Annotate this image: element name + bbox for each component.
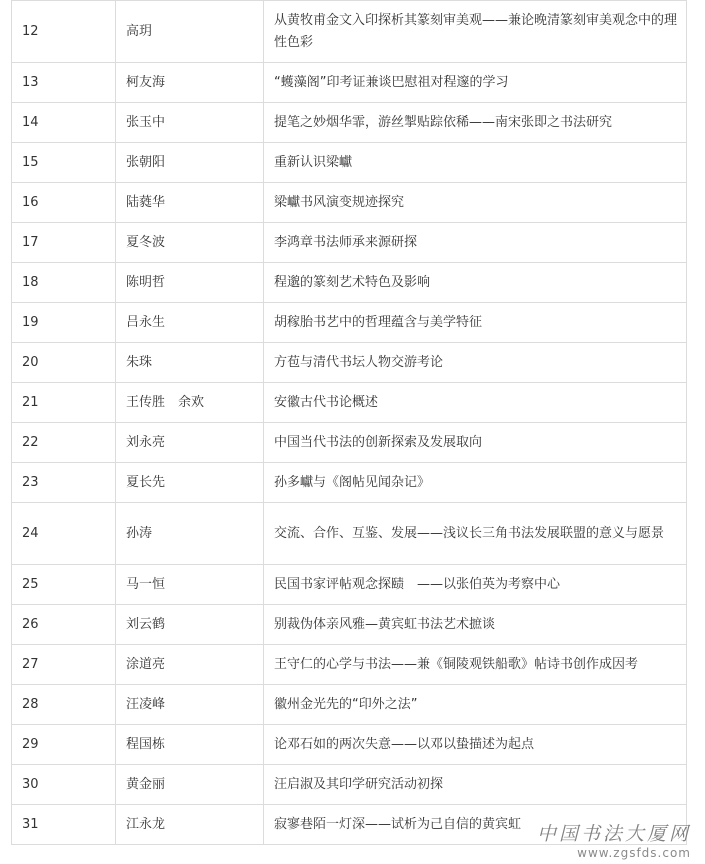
row-number: 21 — [12, 383, 116, 423]
author-name: 刘永亮 — [116, 423, 264, 463]
table-row — [12, 605, 687, 645]
table-row — [12, 1, 687, 63]
table-row — [12, 383, 687, 423]
table-row — [12, 343, 687, 383]
row-number: 20 — [12, 343, 116, 383]
watermark-text: 中国书法大厦网 — [536, 823, 691, 845]
table-row — [12, 503, 687, 565]
row-number: 25 — [12, 565, 116, 605]
author-name: 夏冬波 — [116, 223, 264, 263]
author-name: 陆蕤华 — [116, 183, 264, 223]
paper-title: 提笔之妙烟华霏，游丝掣贴踪依稀——南宋张即之书法研究 — [264, 103, 687, 143]
paper-title: 徽州金光先的“印外之法” — [264, 685, 687, 725]
row-number: 16 — [12, 183, 116, 223]
paper-title: 方苞与清代书坛人物交游考论 — [264, 343, 687, 383]
author-name: 高玥 — [116, 1, 264, 63]
row-number: 14 — [12, 103, 116, 143]
paper-title: 论邓石如的两次失意——以邓以蛰描述为起点 — [264, 725, 687, 765]
table-row — [12, 303, 687, 343]
row-number: 12 — [12, 1, 116, 63]
row-number: 17 — [12, 223, 116, 263]
row-number: 26 — [12, 605, 116, 645]
table-row — [12, 223, 687, 263]
author-name: 马一恒 — [116, 565, 264, 605]
row-number: 28 — [12, 685, 116, 725]
author-name: 张玉中 — [116, 103, 264, 143]
table-row — [12, 423, 687, 463]
row-number: 30 — [12, 765, 116, 805]
table-row — [12, 183, 687, 223]
author-name: 程国栋 — [116, 725, 264, 765]
author-name: 张朝阳 — [116, 143, 264, 183]
paper-title: 王守仁的心学与书法——兼《铜陵观铁船歌》帖诗书创作成因考 — [264, 645, 687, 685]
row-number: 15 — [12, 143, 116, 183]
row-number: 24 — [12, 503, 116, 565]
paper-title: 别裁伪体亲风雅—黄宾虹书法艺术摭谈 — [264, 605, 687, 645]
paper-list-table — [11, 0, 687, 845]
paper-title: 交流、合作、互鉴、发展——浅议长三角书法发展联盟的意义与愿景 — [264, 503, 687, 565]
paper-title: 孙多巘与《阁帖见闻杂记》 — [264, 463, 687, 503]
row-number: 31 — [12, 805, 116, 845]
paper-title: 李鸿章书法师承来源研探 — [264, 223, 687, 263]
author-name: 江永龙 — [116, 805, 264, 845]
row-number: 29 — [12, 725, 116, 765]
row-number: 27 — [12, 645, 116, 685]
row-number: 22 — [12, 423, 116, 463]
author-name: 夏长先 — [116, 463, 264, 503]
table-row — [12, 103, 687, 143]
author-name: 朱珠 — [116, 343, 264, 383]
paper-title: 梁巘书风演变规迹探究 — [264, 183, 687, 223]
paper-title: 民国书家评帖观念探赜 ——以张伯英为考察中心 — [264, 565, 687, 605]
paper-title: “蠖藻阁”印考证兼谈巴慰祖对程邃的学习 — [264, 63, 687, 103]
table-row — [12, 765, 687, 805]
author-name: 王传胜 余欢 — [116, 383, 264, 423]
row-number: 13 — [12, 63, 116, 103]
table-row — [12, 143, 687, 183]
table-row — [12, 63, 687, 103]
table-row — [12, 725, 687, 765]
paper-title: 寂寥巷陌一灯深——试析为己自信的黄宾虹 — [264, 805, 687, 845]
paper-title: 胡稼胎书艺中的哲理蕴含与美学特征 — [264, 303, 687, 343]
paper-title: 重新认识梁巘 — [264, 143, 687, 183]
row-number: 23 — [12, 463, 116, 503]
paper-title: 从黄牧甫金文入印探析其篆刻审美观——兼论晚清篆刻审美观念中的理性色彩 — [264, 1, 687, 63]
author-name: 孙涛 — [116, 503, 264, 565]
author-name: 柯友海 — [116, 63, 264, 103]
table-body — [12, 1, 687, 845]
paper-title: 汪启淑及其印学研究活动初探 — [264, 765, 687, 805]
author-name: 陈明哲 — [116, 263, 264, 303]
table-row — [12, 645, 687, 685]
row-number: 18 — [12, 263, 116, 303]
table-row — [12, 263, 687, 303]
site-watermark — [537, 819, 691, 860]
paper-title: 中国当代书法的创新探索及发展取向 — [264, 423, 687, 463]
watermark-url: www.zgsfds.com — [577, 846, 691, 860]
author-name: 黄金丽 — [116, 765, 264, 805]
paper-title: 程邈的篆刻艺术特色及影响 — [264, 263, 687, 303]
row-number: 19 — [12, 303, 116, 343]
table-row — [12, 565, 687, 605]
author-name: 涂道亮 — [116, 645, 264, 685]
table-row — [12, 685, 687, 725]
paper-title: 安徽古代书论概述 — [264, 383, 687, 423]
table-row — [12, 463, 687, 503]
author-name: 吕永生 — [116, 303, 264, 343]
author-name: 刘云鹤 — [116, 605, 264, 645]
author-name: 汪凌峰 — [116, 685, 264, 725]
